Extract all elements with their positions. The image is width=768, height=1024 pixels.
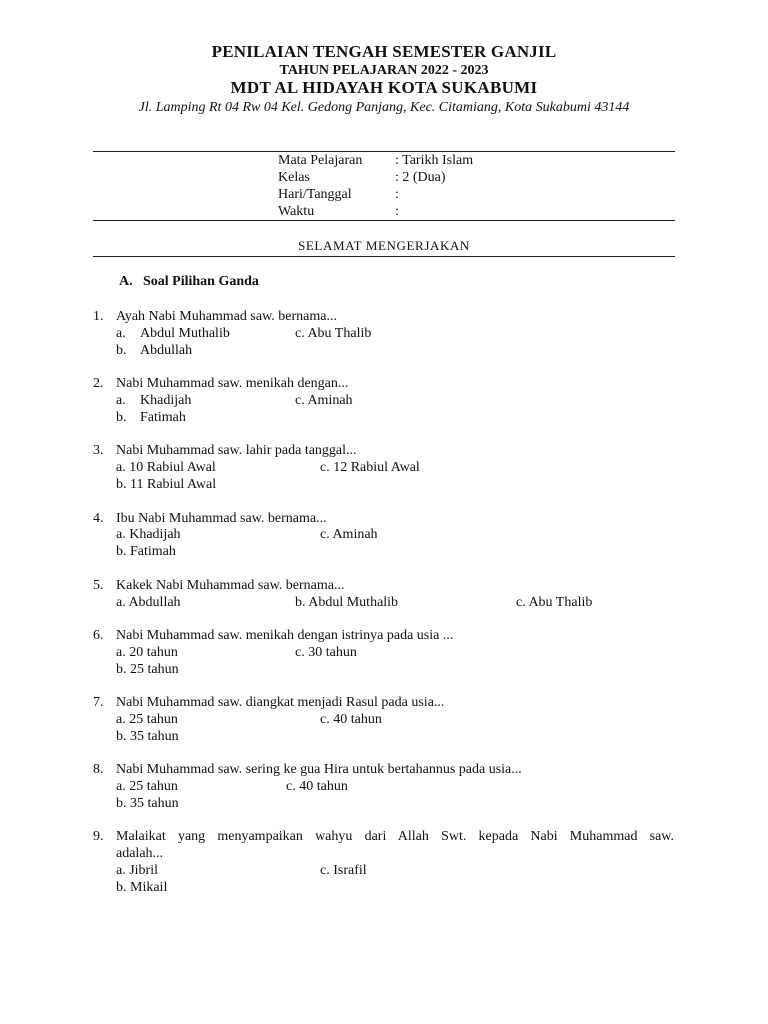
option-c: c. 40 tahun [320, 712, 382, 727]
section-heading [119, 274, 259, 290]
info-rule-bottom [93, 220, 675, 221]
option-a: a. 10 Rabiul Awal [116, 460, 216, 475]
option-a: Khadijah [140, 393, 192, 408]
option-a: a. Khadijah [116, 527, 181, 542]
info-label-subject: Mata Pelajaran [278, 153, 363, 168]
option-c: c. 30 tahun [295, 645, 357, 660]
question-text: Nabi Muhammad saw. diangkat menjadi Rasul pada usia... [116, 695, 445, 710]
option-b: b. Abdul Muthalib [295, 595, 399, 610]
question-number: 6. [93, 628, 104, 643]
question-text-continued: adalah... [116, 846, 164, 861]
option-a: a. 20 tahun [116, 645, 178, 660]
option-a: a. Abdullah [116, 595, 181, 610]
option-b: b. 35 tahun [116, 729, 179, 744]
question-text: Nabi Muhammad saw. menikah dengan... [116, 376, 349, 391]
info-label-date: Hari/Tanggal [278, 187, 352, 202]
option-c: c. Abu Thalib [295, 326, 372, 341]
option-a: a. Jibril [116, 863, 158, 878]
option-c: c. 12 Rabiul Awal [320, 460, 420, 475]
question-text: Nabi Muhammad saw. sering ke gua Hira untuk bertahannus pada usia... [116, 762, 522, 777]
option-c: c. 40 tahun [286, 779, 348, 794]
option-b: b. 25 tahun [116, 662, 179, 677]
option-c: c. Aminah [295, 393, 353, 408]
option-b: b. 35 tahun [116, 796, 179, 811]
option-marker: a. [116, 326, 126, 341]
question-number: 8. [93, 762, 104, 777]
question-number: 7. [93, 695, 104, 710]
school-name: MDT AL HIDAYAH KOTA SUKABUMI [230, 78, 538, 97]
academic-year: TAHUN PELAJARAN 2022 - 2023 [279, 63, 489, 78]
option-c: c. Aminah [320, 527, 378, 542]
option-marker: b. [116, 410, 127, 425]
exam-title: PENILAIAN TENGAH SEMESTER GANJIL [211, 42, 557, 61]
header-rule-top [93, 151, 675, 152]
info-value-class: : 2 (Dua) [395, 170, 446, 185]
greeting-text: SELAMAT MENGERJAKAN [298, 238, 470, 253]
section-title: Soal Pilihan Ganda [143, 274, 259, 289]
question-text: Ayah Nabi Muhammad saw. bernama... [116, 309, 337, 324]
section-letter: A. [119, 274, 133, 289]
school-address: Jl. Lamping Rt 04 Rw 04 Kel. Gedong Panjang, Kec. Citamiang, Kota Sukabumi 43144 [138, 100, 630, 115]
question-text: Nabi Muhammad saw. menikah dengan istrinya pada usia ... [116, 628, 454, 643]
info-label-time: Waktu [278, 204, 315, 219]
question-text: Kakek Nabi Muhammad saw. bernama... [116, 578, 345, 593]
option-b: b. Fatimah [116, 544, 176, 559]
question-number: 1. [93, 309, 104, 324]
option-c: c. Abu Thalib [516, 595, 593, 610]
question-number: 4. [93, 511, 104, 526]
option-a: Abdul Muthalib [140, 326, 230, 341]
greeting-rule [93, 256, 675, 257]
question-text: Malaikat yang menyampaikan wahyu dari Allah Swt. kepada Nabi Muhammad saw. [116, 829, 674, 844]
info-value-date: : [395, 187, 399, 202]
question-number: 5. [93, 578, 104, 593]
option-c: c. Israfil [320, 863, 367, 878]
info-label-class: Kelas [278, 170, 310, 185]
info-value-subject: : Tarikh Islam [395, 153, 474, 168]
question-number: 2. [93, 376, 104, 391]
option-marker: a. [116, 393, 126, 408]
option-b: Fatimah [140, 410, 186, 425]
info-value-time: : [395, 204, 399, 219]
option-b: b. Mikail [116, 880, 168, 895]
option-b: b. 11 Rabiul Awal [116, 477, 217, 492]
option-a: a. 25 tahun [116, 712, 178, 727]
option-b: Abdullah [140, 343, 193, 358]
question-number: 9. [93, 829, 104, 844]
option-marker: b. [116, 343, 127, 358]
question-text: Nabi Muhammad saw. lahir pada tanggal... [116, 443, 357, 458]
question-text: Ibu Nabi Muhammad saw. bernama... [116, 511, 327, 526]
question-number: 3. [93, 443, 104, 458]
option-a: a. 25 tahun [116, 779, 178, 794]
